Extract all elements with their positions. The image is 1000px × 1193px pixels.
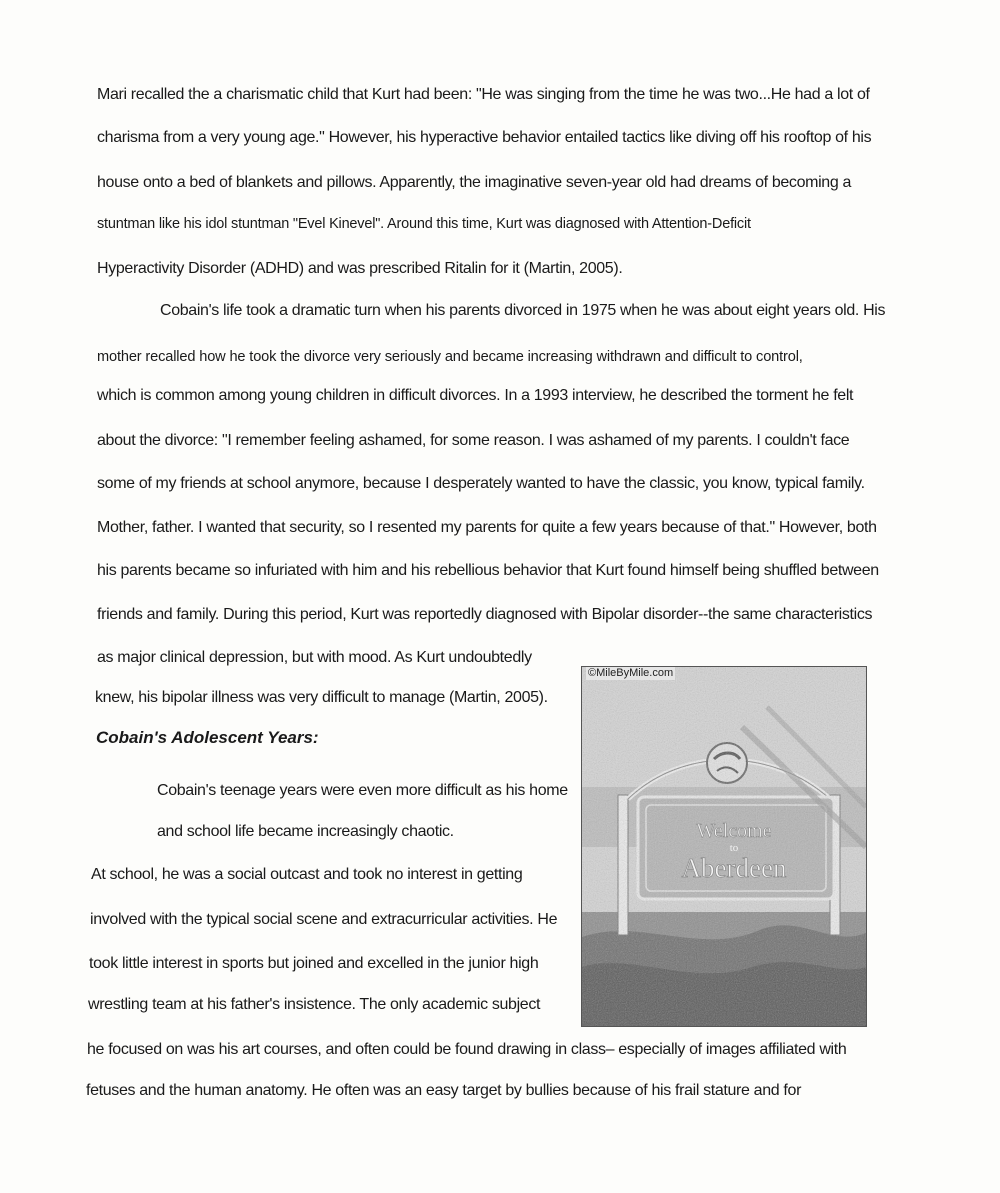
paragraph-2-line-4: about the divorce: "I remember feeling ashamed, for some reason. I was ashamed of my parents. I couldn't face <box>97 432 850 449</box>
paragraph-3-line-7: he focused on was his art courses, and often could be found drawing in class– especially of images affiliated with <box>87 1041 847 1058</box>
paragraph-2-line-9: as major clinical depression, but with mood. As Kurt undoubtedly <box>97 649 532 666</box>
paragraph-2-line-5: some of my friends at school anymore, because I desperately wanted to have the classic, you know, typical family. <box>97 475 865 492</box>
paragraph-3-line-2: and school life became increasingly chaotic. <box>157 823 454 840</box>
paragraph-2-line-1: Cobain's life took a dramatic turn when his parents divorced in 1975 when he was about eight years old. His <box>160 302 886 319</box>
paragraph-3-line-5: took little interest in sports but joined and excelled in the junior high <box>89 955 539 972</box>
paragraph-2-line-2: mother recalled how he took the divorce very seriously and became increasing withdrawn and difficult to control, <box>97 349 803 365</box>
paragraph-3-line-3: At school, he was a social outcast and took no interest in getting <box>91 866 523 883</box>
sign-welcome-text: Welcome <box>696 820 772 842</box>
paragraph-2-line-7: his parents became so infuriated with him and his rebellious behavior that Kurt found himself being shuffled between <box>97 562 879 579</box>
paragraph-1-line-3: house onto a bed of blankets and pillows. Apparently, the imaginative seven-year old had dreams of becoming a <box>97 174 852 191</box>
paragraph-1-line-5: Hyperactivity Disorder (ADHD) and was prescribed Ritalin for it (Martin, 2005). <box>97 260 623 277</box>
paragraph-3-line-1: Cobain's teenage years were even more difficult as his home <box>157 782 568 799</box>
paragraph-2-line-6: Mother, father. I wanted that security, so I resented my parents for quite a few years because of that." However, both <box>97 519 877 536</box>
sign-to-text: to <box>729 842 739 854</box>
paragraph-2-line-3: which is common among young children in difficult divorces. In a 1993 interview, he described the torment he felt <box>97 387 854 404</box>
section-heading: Cobain's Adolescent Years: <box>96 728 319 747</box>
aberdeen-sign-photo <box>581 666 867 1027</box>
paragraph-1-line-4: stuntman like his idol stuntman "Evel Kinevel". Around this time, Kurt was diagnosed with Attention-Deficit <box>97 216 751 232</box>
photo-credit: ©MileByMile.com <box>588 667 674 679</box>
paragraph-3-line-4: involved with the typical social scene and extracurricular activities. He <box>90 911 558 928</box>
paragraph-3-line-6: wrestling team at his father's insistence. The only academic subject <box>88 996 541 1013</box>
paragraph-1-line-2: charisma from a very young age." However, his hyperactive behavior entailed tactics like diving off his rooftop of his <box>97 129 872 146</box>
paragraph-1-line-1: Mari recalled the a charismatic child that Kurt had been: "He was singing from the time he was two...He had a lot of <box>97 86 870 103</box>
paragraph-2-line-10: knew, his bipolar illness was very difficult to manage (Martin, 2005). <box>95 689 548 706</box>
paragraph-3-line-8: fetuses and the human anatomy. He often was an easy target by bullies because of his frail stature and for <box>86 1082 802 1099</box>
sign-aberdeen-text: Aberdeen <box>681 853 787 883</box>
paragraph-2-line-8: friends and family. During this period, Kurt was reportedly diagnosed with Bipolar disorder--the same characteristics <box>97 606 873 623</box>
